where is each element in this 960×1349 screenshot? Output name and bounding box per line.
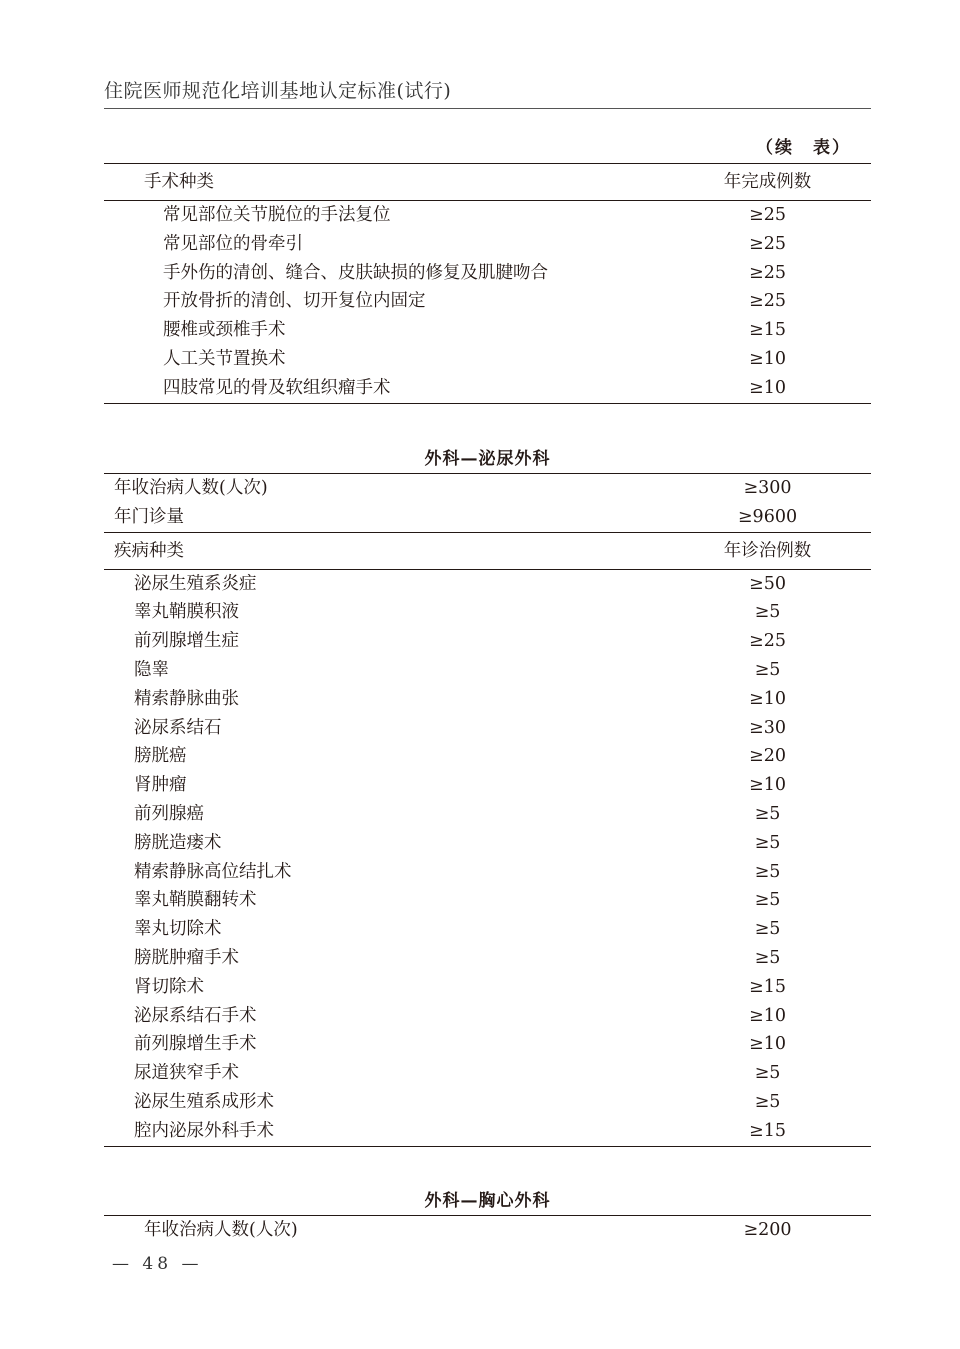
table-row <box>104 1030 871 1059</box>
column-header-annual-treated: 年诊治例数 <box>723 540 812 561</box>
table-row <box>104 944 871 973</box>
row-value: ≥10 <box>749 1034 786 1055</box>
row-label: 年门诊量 <box>114 506 184 527</box>
table-row <box>104 287 871 316</box>
row-label: 睾丸切除术 <box>134 919 222 940</box>
table-row <box>104 973 871 1002</box>
row-label: 精索静脉曲张 <box>134 688 239 709</box>
table-row <box>104 316 871 345</box>
row-value: ≥5 <box>754 832 781 853</box>
row-value: ≥5 <box>754 1063 781 1084</box>
table-row <box>104 569 871 598</box>
row-label: 腔内泌尿外科手术 <box>134 1120 274 1141</box>
row-label: 手外伤的清创、缝合、皮肤缺损的修复及肌腱吻合 <box>163 262 548 283</box>
table-row <box>104 714 871 743</box>
row-value: ≥5 <box>754 919 781 940</box>
row-label: 前列腺癌 <box>134 803 204 824</box>
row-label: 膀胱癌 <box>134 746 187 767</box>
row-value: ≥5 <box>754 602 781 623</box>
row-value: ≥5 <box>754 947 781 968</box>
table-row <box>104 230 871 259</box>
row-label: 肾切除术 <box>134 976 204 997</box>
table-row <box>104 598 871 627</box>
table-row <box>104 1088 871 1117</box>
row-value: ≥10 <box>749 348 786 369</box>
row-label: 年收治病人数(人次) <box>144 1220 298 1240</box>
row-label: 前列腺增生症 <box>134 631 239 652</box>
table-row <box>104 656 871 685</box>
row-label: 睾丸鞘膜翻转术 <box>134 890 257 911</box>
row-label: 隐睾 <box>134 659 169 680</box>
row-value: ≥5 <box>754 659 781 680</box>
summary-row <box>104 503 871 532</box>
row-value: ≥9600 <box>737 506 798 527</box>
continued-label: （续 表） <box>756 138 851 158</box>
summary-row <box>104 474 871 503</box>
row-label: 泌尿生殖系成形术 <box>134 1091 274 1112</box>
table-row <box>104 1117 871 1146</box>
row-label: 前列腺增生手术 <box>134 1034 257 1055</box>
table-row <box>104 771 871 800</box>
summary-row <box>104 1216 871 1245</box>
table-row <box>104 1002 871 1031</box>
row-value: ≥25 <box>749 631 786 652</box>
table-row <box>104 800 871 829</box>
row-value: ≥200 <box>743 1220 792 1240</box>
thoracic-table <box>104 1215 871 1245</box>
row-value: ≥5 <box>754 803 781 824</box>
section-title-urology: 外科—泌尿外科 <box>424 449 551 469</box>
table-row <box>104 201 871 230</box>
row-value: ≥10 <box>749 688 786 709</box>
row-label: 膀胱肿瘤手术 <box>134 947 239 968</box>
row-value: ≥5 <box>754 890 781 911</box>
row-label: 常见部位的骨牵引 <box>163 233 303 254</box>
row-label: 开放骨折的清创、切开复位内固定 <box>163 291 426 312</box>
row-value: ≥50 <box>749 573 786 594</box>
row-label: 泌尿系结石手术 <box>134 1005 257 1026</box>
row-value: ≥10 <box>749 1005 786 1026</box>
table-row <box>104 886 871 915</box>
table-header-row <box>104 164 871 201</box>
row-label: 精索静脉高位结扎术 <box>134 861 292 882</box>
row-value: ≥20 <box>749 746 786 767</box>
table-row <box>104 259 871 288</box>
surgery-table <box>104 163 871 404</box>
row-label: 泌尿生殖系炎症 <box>134 573 257 594</box>
row-value: ≥25 <box>749 291 786 312</box>
column-header-annual-count: 年完成例数 <box>723 172 812 192</box>
table-row <box>104 829 871 858</box>
row-value: ≥25 <box>749 233 786 254</box>
table-header-row <box>104 532 871 569</box>
row-value: ≥15 <box>749 1120 786 1141</box>
row-label: 肾肿瘤 <box>134 775 187 796</box>
row-value: ≥25 <box>749 262 786 283</box>
urology-table <box>104 473 871 1147</box>
row-value: ≥10 <box>749 775 786 796</box>
row-label: 常见部位关节脱位的手法复位 <box>163 205 391 225</box>
row-label: 睾丸鞘膜积液 <box>134 602 239 623</box>
row-label: 膀胱造瘘术 <box>134 832 222 853</box>
running-header: 住院医师规范化培训基地认定标准(试行) <box>104 80 452 102</box>
row-value: ≥10 <box>749 377 786 398</box>
header-rule <box>104 108 871 109</box>
table-row <box>104 374 871 403</box>
row-value: ≥15 <box>749 976 786 997</box>
row-label: 泌尿系结石 <box>134 717 222 738</box>
table-row <box>104 858 871 887</box>
row-value: ≥25 <box>749 205 786 225</box>
row-label: 人工关节置换术 <box>163 348 286 369</box>
row-label: 尿道狭窄手术 <box>134 1063 239 1084</box>
row-value: ≥30 <box>749 717 786 738</box>
row-label: 腰椎或颈椎手术 <box>163 320 286 341</box>
table-row <box>104 1059 871 1088</box>
section-title-thoracic: 外科—胸心外科 <box>424 1191 551 1211</box>
row-value: ≥15 <box>749 320 786 341</box>
row-value: ≥5 <box>754 1091 781 1112</box>
table-row <box>104 345 871 374</box>
table-row <box>104 685 871 714</box>
row-label: 年收治病人数(人次) <box>114 478 268 498</box>
page-number: — 48 — <box>112 1254 203 1274</box>
table-row <box>104 742 871 771</box>
table-row <box>104 627 871 656</box>
row-value: ≥5 <box>754 861 781 882</box>
column-header-surgery-type: 手术种类 <box>144 172 214 192</box>
table-row <box>104 915 871 944</box>
row-value: ≥300 <box>743 478 792 498</box>
column-header-disease-type: 疾病种类 <box>114 540 184 561</box>
row-label: 四肢常见的骨及软组织瘤手术 <box>163 377 391 398</box>
